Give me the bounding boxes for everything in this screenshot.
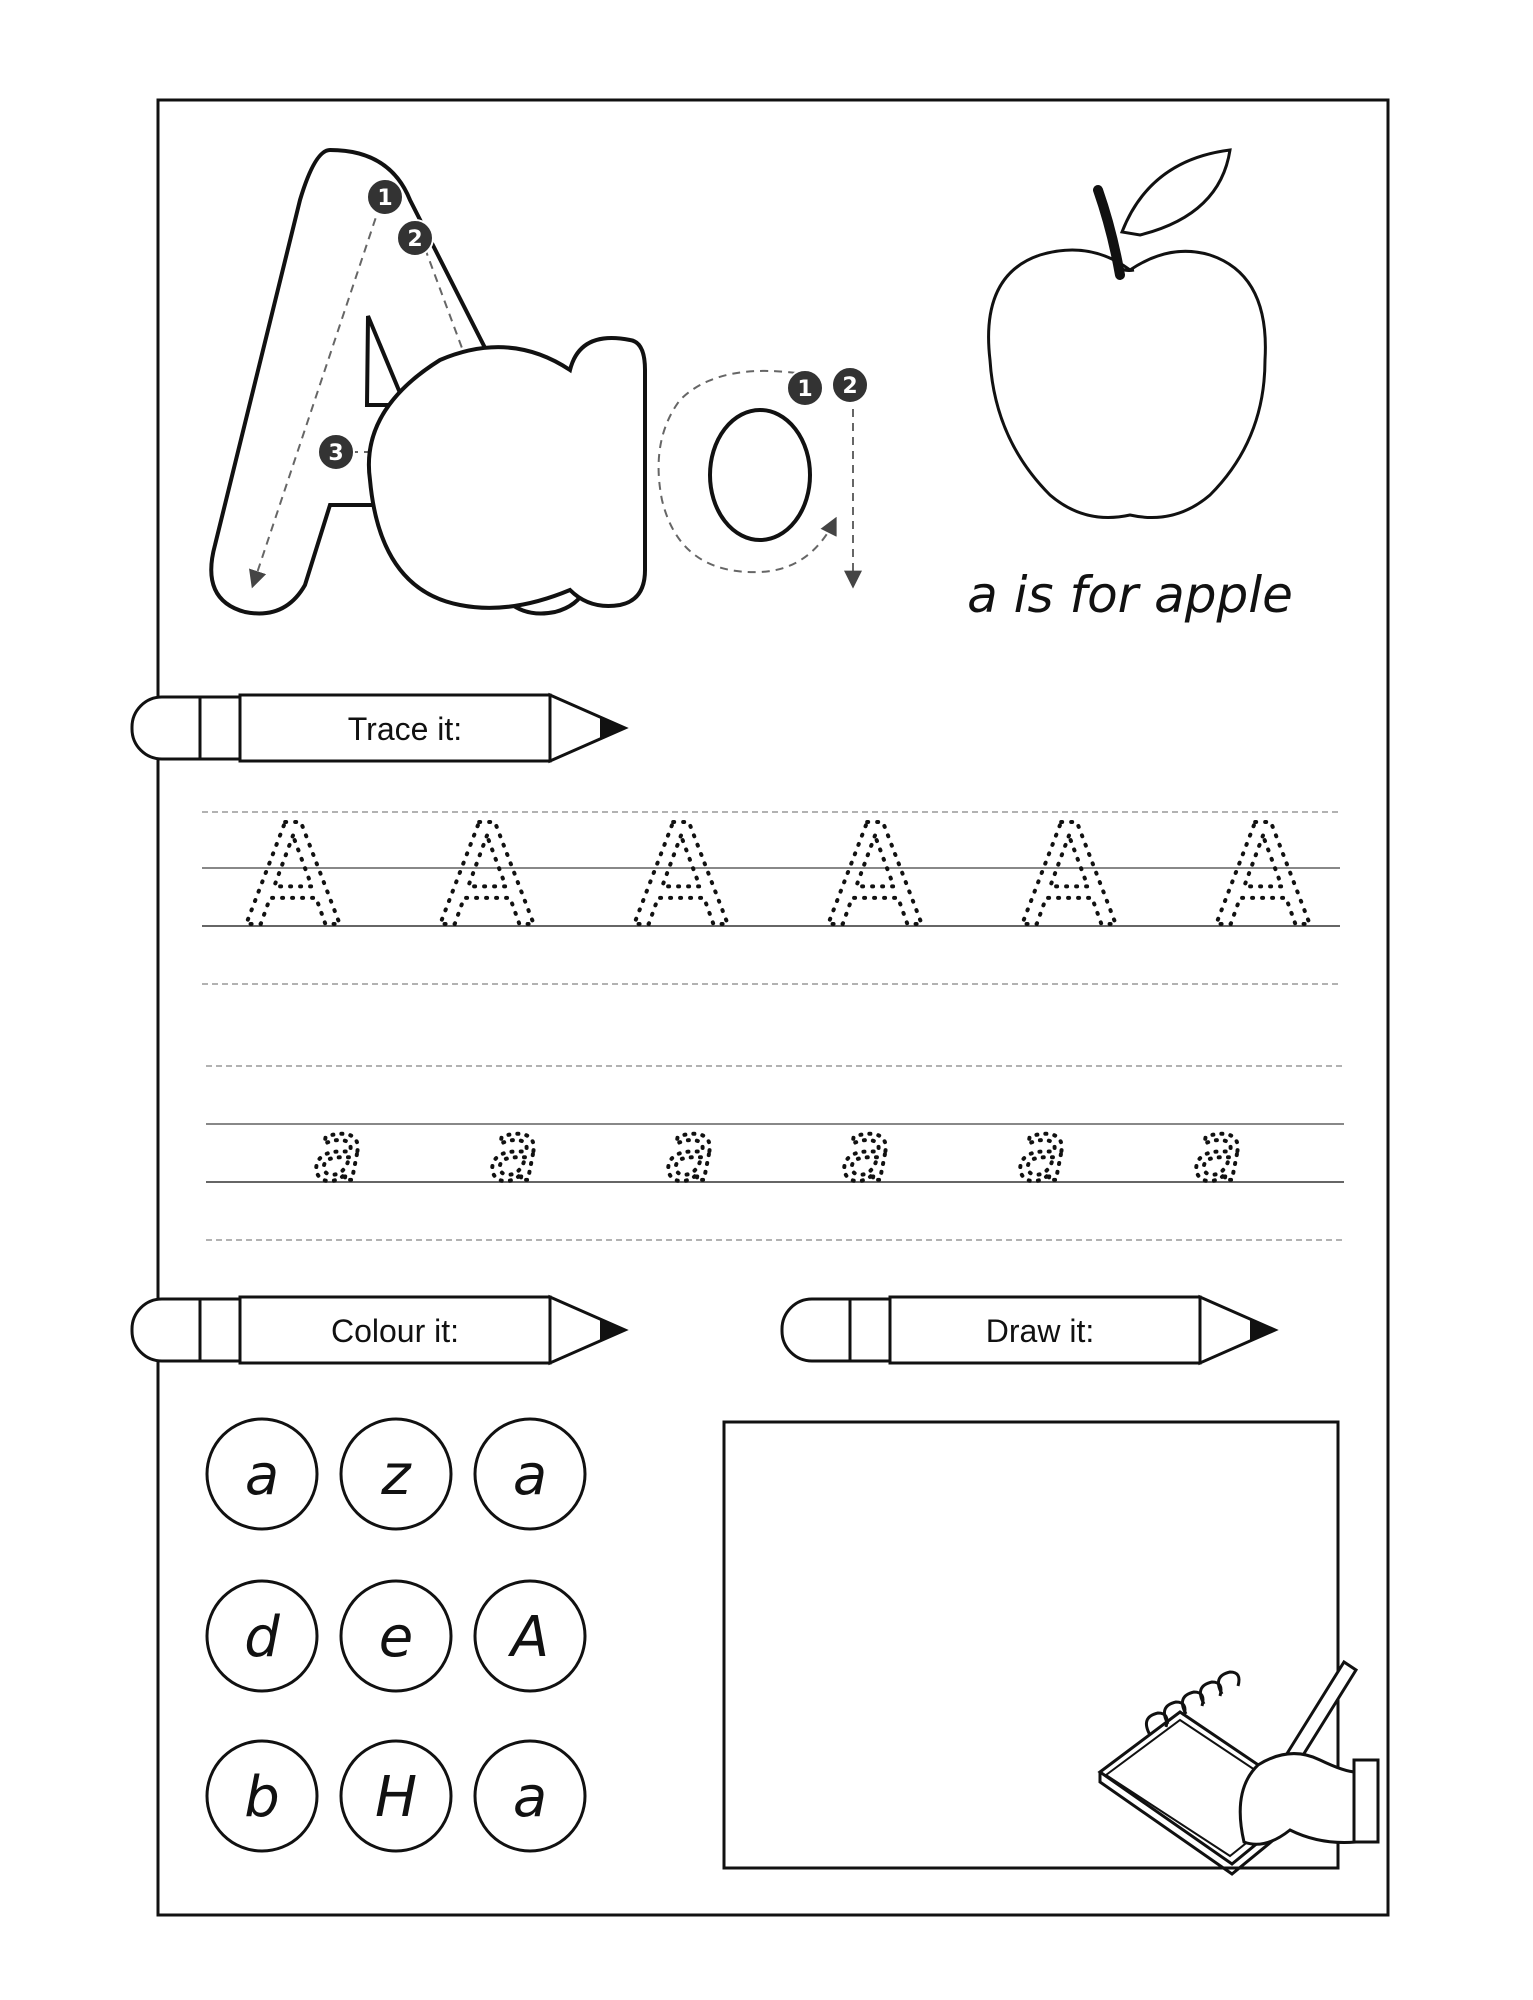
colour-circle[interactable] bbox=[207, 1741, 317, 1851]
svg-text:2: 2 bbox=[407, 227, 423, 252]
trace-letter: A bbox=[827, 795, 923, 958]
step-badge-3 bbox=[318, 434, 354, 470]
colour-grid bbox=[207, 1419, 585, 1851]
trace-letter: a bbox=[1016, 1105, 1068, 1200]
svg-text:1: 1 bbox=[797, 377, 813, 402]
colour-label: Colour it: bbox=[330, 1313, 460, 1349]
colour-circle[interactable] bbox=[475, 1419, 585, 1529]
trace-letter: A bbox=[1215, 795, 1311, 958]
svg-text:1: 1 bbox=[377, 186, 393, 211]
trace-letter: a bbox=[312, 1105, 364, 1200]
svg-text:H: H bbox=[374, 1765, 418, 1830]
draw-banner bbox=[782, 1297, 1275, 1363]
svg-text:z: z bbox=[381, 1443, 411, 1508]
draw-label: Draw it: bbox=[985, 1313, 1095, 1349]
svg-text:d: d bbox=[244, 1605, 280, 1670]
colour-circle[interactable] bbox=[341, 1581, 451, 1691]
trace-letter: A bbox=[439, 795, 535, 958]
trace-letter: a bbox=[664, 1105, 716, 1200]
svg-text:b: b bbox=[244, 1765, 280, 1830]
trace-row-upper bbox=[245, 795, 1311, 958]
colour-banner bbox=[132, 1297, 625, 1363]
trace-lines-lower bbox=[206, 1066, 1344, 1240]
colour-circle[interactable] bbox=[475, 1741, 585, 1851]
step-badge-2 bbox=[832, 367, 868, 403]
svg-text:2: 2 bbox=[842, 374, 858, 399]
trace-letter: A bbox=[1021, 795, 1117, 958]
step-badge-1 bbox=[787, 370, 823, 406]
colour-circle[interactable] bbox=[341, 1741, 451, 1851]
colour-circle[interactable] bbox=[207, 1581, 317, 1691]
trace-letter: A bbox=[633, 795, 729, 958]
trace-letter: a bbox=[488, 1105, 540, 1200]
svg-text:a: a bbox=[512, 1443, 548, 1508]
big-lowercase-letter bbox=[369, 338, 868, 608]
step-badge-1 bbox=[367, 179, 403, 215]
svg-text:A: A bbox=[510, 1605, 550, 1670]
colour-circle[interactable] bbox=[341, 1419, 451, 1529]
trace-row-lower bbox=[313, 1105, 1243, 1200]
trace-letter: a bbox=[840, 1105, 892, 1200]
trace-letter: A bbox=[245, 795, 341, 958]
hero-caption: a is for apple bbox=[967, 566, 1293, 624]
svg-text:a: a bbox=[244, 1443, 280, 1508]
apple-icon bbox=[989, 150, 1266, 518]
svg-text:e: e bbox=[378, 1605, 414, 1670]
trace-label: Trace it: bbox=[347, 711, 463, 747]
step-badge-2 bbox=[397, 220, 433, 256]
trace-letter: a bbox=[1192, 1105, 1244, 1200]
colour-circle[interactable] bbox=[475, 1581, 585, 1691]
svg-text:a: a bbox=[512, 1765, 548, 1830]
trace-banner bbox=[132, 695, 625, 761]
colour-circle[interactable] bbox=[207, 1419, 317, 1529]
trace-lines-upper bbox=[202, 812, 1340, 984]
svg-text:3: 3 bbox=[328, 441, 344, 466]
